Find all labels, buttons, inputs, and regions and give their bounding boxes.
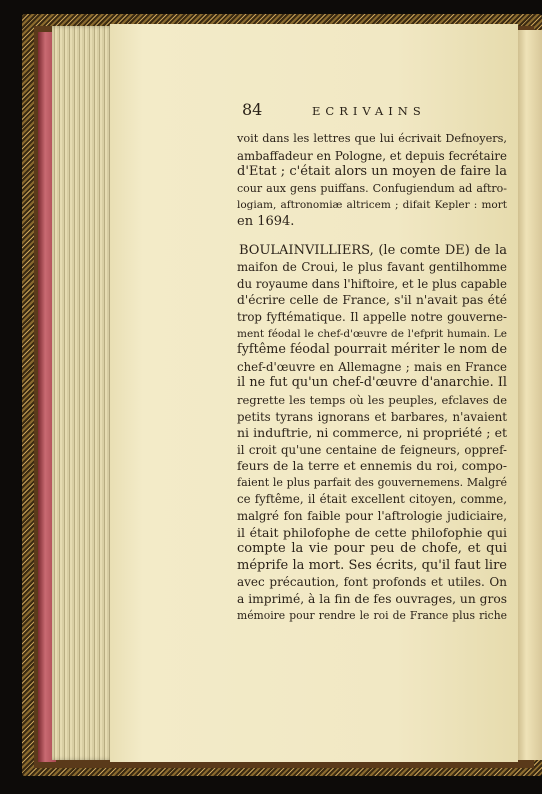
text-line: mémoire pour rendre le roi de France plus riche — [237, 608, 507, 622]
running-title: ECRIVAINS — [312, 104, 426, 118]
running-head — [242, 100, 512, 124]
paragraph — [237, 131, 507, 231]
facing-page-edge — [516, 30, 542, 760]
text-line: compte la vie pour peu de chofe, et qui — [237, 541, 507, 557]
text-line: il ne fut qu'un chef-d'œuvre d'anarchie. Il — [237, 375, 507, 391]
text-line: en 1694. — [237, 213, 295, 229]
text-line: ce fyftême, il était excellent citoyen, comme, — [237, 492, 507, 507]
text-line: du royaume dans l'hiftoire, et le plus capable — [237, 276, 507, 291]
page-body — [237, 131, 507, 624]
text-line: voit dans les lettres que lui écrivait Defnoyers, — [237, 132, 507, 145]
text-line: avec précaution, font profonds et utiles. On — [237, 575, 507, 590]
text-line: logiam, aftronomiæ altricem ; difait Kepler : mort — [237, 199, 507, 212]
text-line: d'Etat ; c'était alors un moyen de faire la — [237, 164, 507, 180]
text-line: il croit qu'une centaine de feigneurs, oppref- — [237, 442, 507, 457]
text-line: regrette les temps où les peuples, efclaves de — [237, 392, 507, 407]
page-number: 84 — [242, 100, 263, 119]
text-line: trop fyftématique. Il appelle notre gouverne- — [237, 309, 507, 324]
paragraph — [237, 243, 507, 625]
text-line: maifon de Croui, le plus favant gentilhomme — [237, 260, 507, 275]
text-line: chef-d'œuvre en Allemagne ; mais en France — [237, 359, 507, 374]
text-line: malgré fon faible pour l'aftrologie judiciaire, — [237, 509, 507, 524]
text-line: ni induftrie, ni commerce, ni propriété ; et — [237, 425, 507, 441]
paragraph-gap — [237, 231, 507, 243]
text-line: a imprimé, à la fin de fes ouvrages, un gros — [237, 592, 507, 607]
page-stack — [52, 26, 114, 760]
text-line: ment féodal le chef-d'œuvre de l'efprit humain. Le — [237, 327, 507, 340]
text-line: cour aux gens puiffans. Confugiendum ad aftro- — [237, 181, 507, 195]
text-line: faient le plus parfait des gouvernemens. Malgré — [237, 475, 507, 489]
text-line: feurs de la terre et ennemis du roi, compo- — [237, 459, 507, 474]
text-line: méprife la mort. Ses écrits, qu'il faut lire — [237, 557, 507, 573]
text-line: il était philofophe de cette philofophie qui — [237, 524, 507, 540]
text-line: petits tyrans ignorans et barbares, n'avaient — [237, 409, 507, 424]
text-line: ambaffadeur en Pologne, et depuis fecrétaire — [237, 148, 507, 163]
text-line: d'écrire celle de France, s'il n'avait pas été — [237, 293, 507, 308]
text-line: fyftême féodal pourrait mériter le nom de — [237, 342, 507, 358]
text-line: BOULAINVILLIERS, (le comte DE) de la — [239, 242, 507, 258]
